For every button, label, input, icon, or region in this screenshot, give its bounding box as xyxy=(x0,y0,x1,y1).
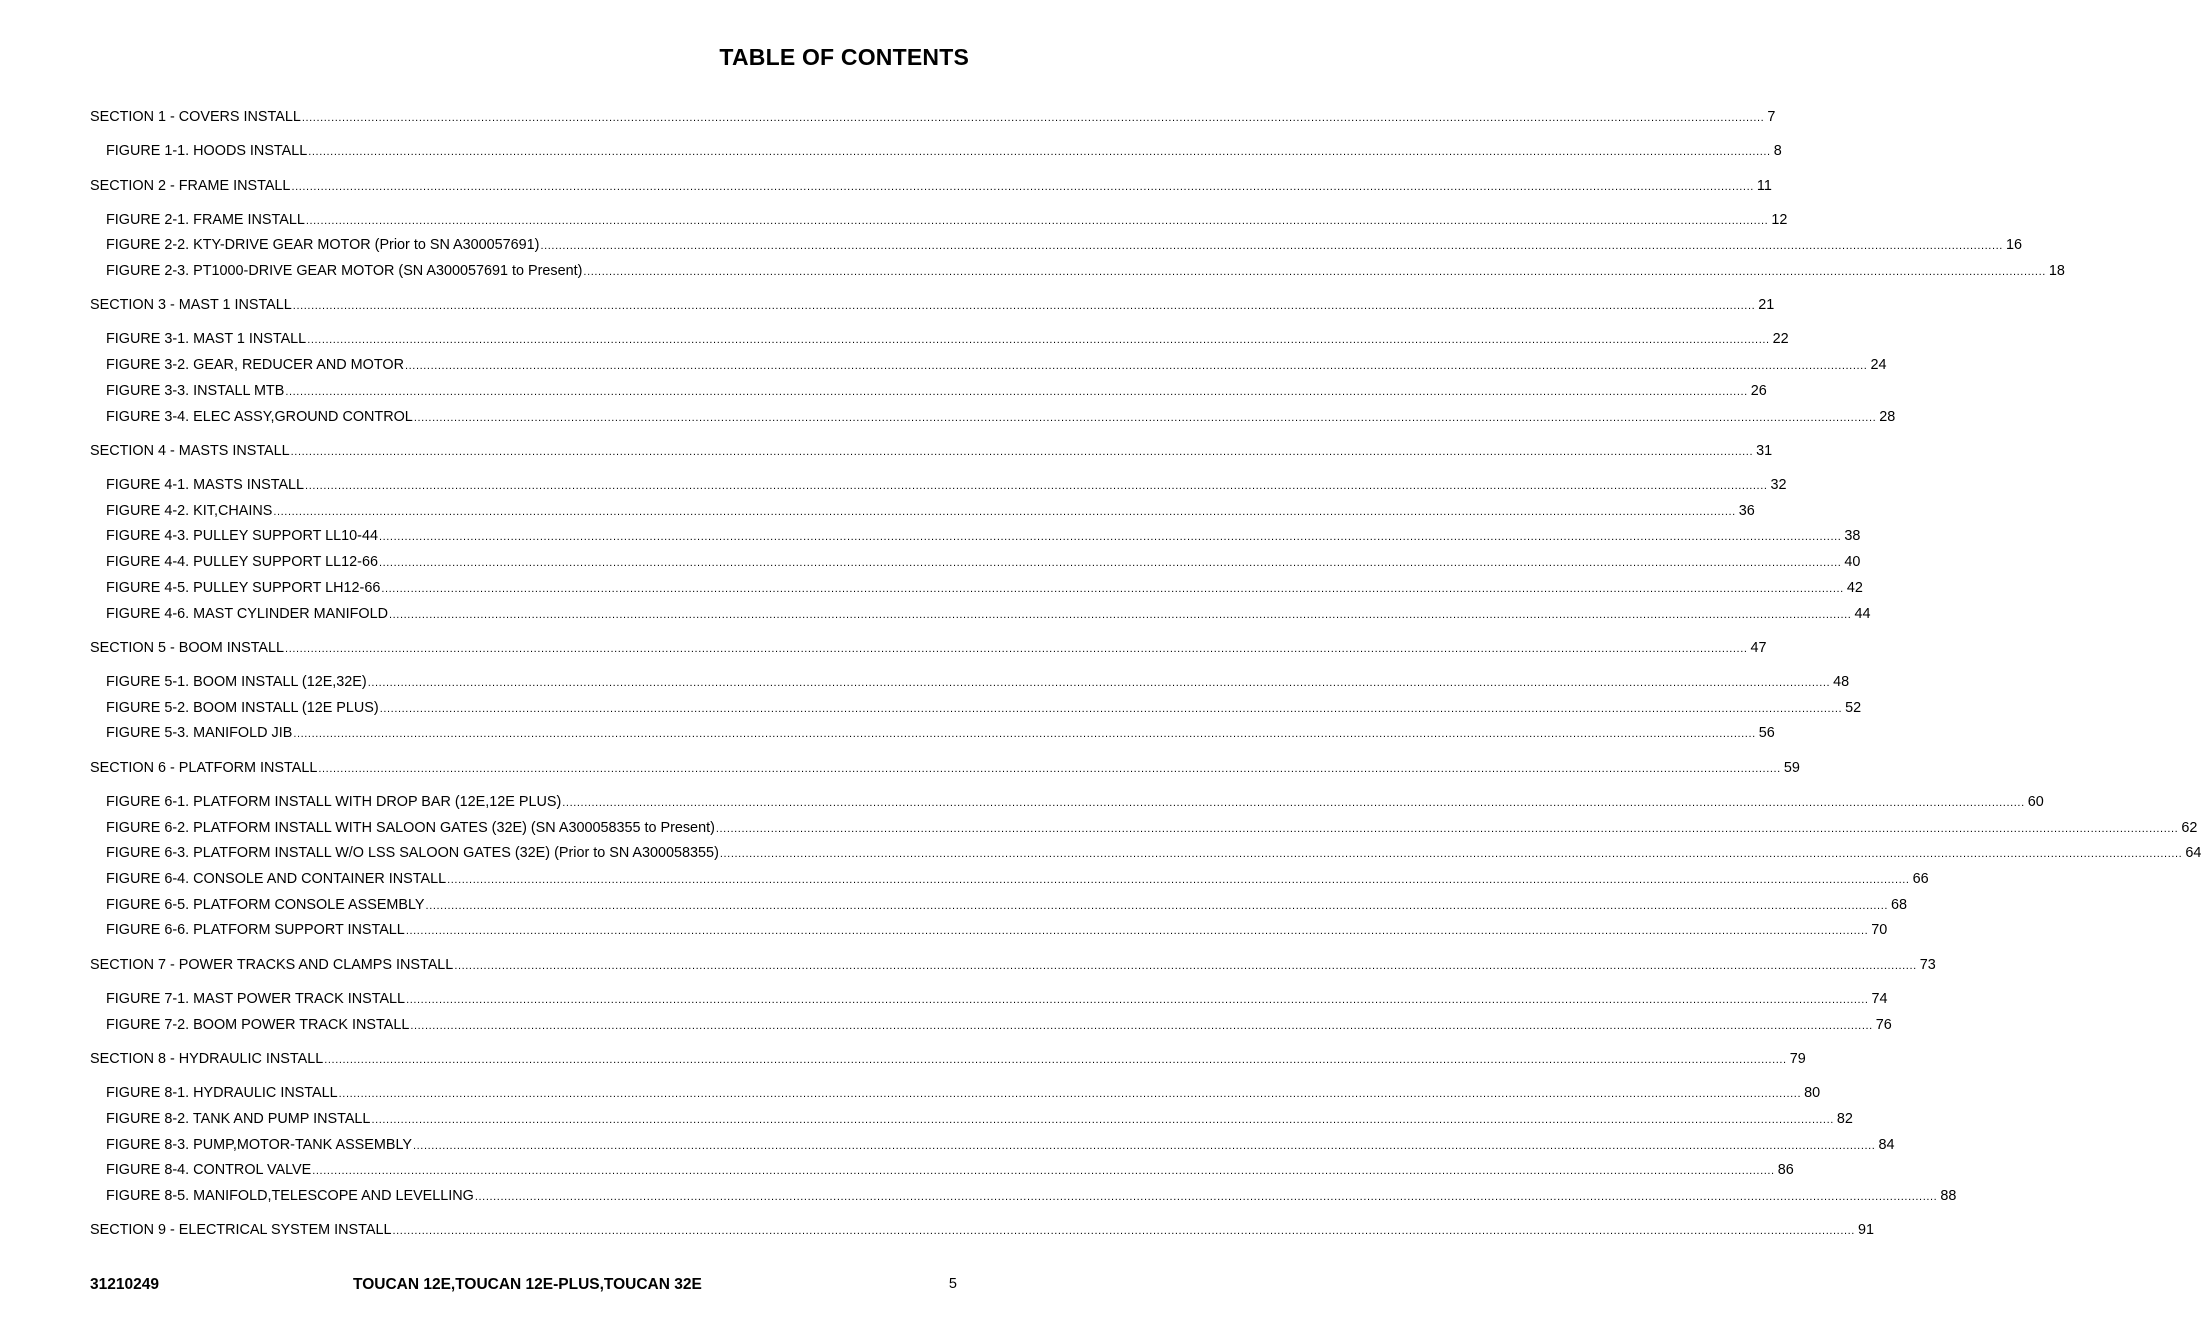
toc-entry-label: FIGURE 5-2. BOOM INSTALL (12E PLUS) xyxy=(106,699,379,716)
toc-dot-leader: ................................................................................................................................................................................................................................................................................................................................................................................................................ xyxy=(290,446,1754,458)
toc-dot-leader: ................................................................................................................................................................................................................................................................................................................................................................................................................ xyxy=(301,112,1765,124)
toc-section-entry[interactable] xyxy=(90,177,1772,195)
model-names: TOUCAN 12E,TOUCAN 12E-PLUS,TOUCAN 32E xyxy=(353,1276,702,1293)
toc-entry-page: 82 xyxy=(1836,1110,1853,1127)
toc-section-entry[interactable] xyxy=(90,442,1773,460)
toc-dot-leader: ................................................................................................................................................................................................................................................................................................................................................................................................................ xyxy=(318,762,1781,775)
toc-entry-label: FIGURE 3-1. MAST 1 INSTALL xyxy=(106,331,307,348)
toc-dot-leader: ................................................................................................................................................................................................................................................................................................................................................................................................................ xyxy=(425,899,1889,912)
toc-figure-entry[interactable] xyxy=(106,896,1908,914)
toc-dot-leader: ................................................................................................................................................................................................................................................................................................................................................................................................................ xyxy=(540,240,2003,253)
toc-dot-leader: ................................................................................................................................................................................................................................................................................................................................................................................................................ xyxy=(305,214,1769,227)
toc-figure-entry[interactable] xyxy=(106,382,1767,400)
toc-dot-leader: ................................................................................................................................................................................................................................................................................................................................................................................................................ xyxy=(583,265,2046,278)
toc-figure-entry[interactable] xyxy=(106,673,1850,691)
toc-entry-label: FIGURE 6-6. PLATFORM SUPPORT INSTALL xyxy=(106,922,405,939)
toc-dot-leader: ................................................................................................................................................................................................................................................................................................................................................................................................................ xyxy=(562,796,2025,809)
page-title: TABLE OF CONTENTS xyxy=(719,44,969,70)
toc-entry-page: 66 xyxy=(1912,871,1929,887)
toc-entry-label: SECTION 7 - POWER TRACKS AND CLAMPS INSTALL xyxy=(90,956,454,973)
toc-figure-entry[interactable] xyxy=(106,1084,1821,1102)
toc-dot-leader: ................................................................................................................................................................................................................................................................................................................................................................................................................ xyxy=(413,1139,1876,1152)
toc-section-entry[interactable] xyxy=(90,1221,1874,1239)
toc-entry-label: SECTION 1 - COVERS INSTALL xyxy=(90,109,301,125)
toc-figure-entry[interactable] xyxy=(106,1016,1892,1034)
toc-entry-page: 42 xyxy=(1846,579,1863,596)
toc-figure-entry[interactable] xyxy=(106,408,1896,426)
page-footer xyxy=(90,1276,970,1296)
toc-entry-label: FIGURE 2-1. FRAME INSTALL xyxy=(106,211,305,228)
toc-entry-page: 24 xyxy=(1870,357,1887,374)
toc-dot-leader: ................................................................................................................................................................................................................................................................................................................................................................................................................ xyxy=(273,505,1736,518)
toc-entry-label: FIGURE 4-4. PULLEY SUPPORT LL12-66 xyxy=(106,554,378,571)
toc-dot-leader: ................................................................................................................................................................................................................................................................................................................................................................................................................ xyxy=(378,557,1842,570)
toc-figure-entry[interactable] xyxy=(106,262,2065,280)
toc-dot-leader: ................................................................................................................................................................................................................................................................................................................................................................................................................ xyxy=(405,925,1869,938)
toc-entry-page: 62 xyxy=(2181,819,2198,836)
toc-dot-leader: ................................................................................................................................................................................................................................................................................................................................................................................................................ xyxy=(338,1088,1802,1101)
toc-entry-page: 8 xyxy=(1773,143,1782,159)
toc-dot-leader: ................................................................................................................................................................................................................................................................................................................................................................................................................ xyxy=(285,643,1748,655)
toc-entry-page: 32 xyxy=(1770,477,1787,493)
toc-figure-entry[interactable] xyxy=(106,527,1861,545)
toc-entry-page: 36 xyxy=(1738,502,1755,519)
toc-entry-page: 59 xyxy=(1783,759,1800,776)
toc-dot-leader: ................................................................................................................................................................................................................................................................................................................................................................................................................ xyxy=(293,728,1756,741)
toc-figure-entry[interactable] xyxy=(106,819,2198,837)
toc-entry-label: FIGURE 2-3. PT1000-DRIVE GEAR MOTOR (SN A300057691 to Present) xyxy=(106,262,583,279)
toc-entry-page: 22 xyxy=(1772,331,1789,348)
toc-figure-entry[interactable] xyxy=(106,211,1788,229)
page-number: 5 xyxy=(948,1276,957,1292)
toc-entry-label: SECTION 3 - MAST 1 INSTALL xyxy=(90,297,292,314)
toc-entry-page: 31 xyxy=(1756,443,1773,459)
toc-section-entry[interactable] xyxy=(90,108,1776,126)
toc-entry-label: FIGURE 6-4. CONSOLE AND CONTAINER INSTALL xyxy=(106,871,447,887)
toc-entry-label: FIGURE 2-2. KTY-DRIVE GEAR MOTOR (Prior to SN A300057691) xyxy=(106,237,540,254)
toc-entry-label: FIGURE 5-1. BOOM INSTALL (12E,32E) xyxy=(106,674,367,690)
toc-figure-entry[interactable] xyxy=(106,476,1787,494)
toc-entry-page: 64 xyxy=(2185,845,2201,862)
toc-entry-page: 26 xyxy=(1750,382,1767,399)
toc-dot-leader: ................................................................................................................................................................................................................................................................................................................................................................................................................ xyxy=(381,582,1844,595)
toc-entry-label: FIGURE 5-3. MANIFOLD JIB xyxy=(106,725,293,742)
toc-dot-leader: ................................................................................................................................................................................................................................................................................................................................................................................................................ xyxy=(308,146,1771,158)
toc-entry-label: FIGURE 6-3. PLATFORM INSTALL W/O LSS SALOON GATES (32E) (Prior to SN A300058355) xyxy=(106,845,719,862)
toc-entry-page: 60 xyxy=(2027,793,2044,810)
toc-entry-label: FIGURE 1-1. HOODS INSTALL xyxy=(106,143,308,159)
toc-entry-page: 18 xyxy=(2048,262,2065,279)
toc-figure-entry[interactable] xyxy=(106,1187,1957,1205)
toc-dot-leader: ................................................................................................................................................................................................................................................................................................................................................................................................................ xyxy=(454,959,1917,972)
toc-figure-entry[interactable] xyxy=(106,990,1888,1008)
toc-dot-leader: ................................................................................................................................................................................................................................................................................................................................................................................................................ xyxy=(367,677,1831,689)
toc-dot-leader: ................................................................................................................................................................................................................................................................................................................................................................................................................ xyxy=(413,411,1877,424)
toc-dot-leader: ................................................................................................................................................................................................................................................................................................................................................................................................................ xyxy=(371,1113,1834,1126)
toc-dot-leader: ................................................................................................................................................................................................................................................................................................................................................................................................................ xyxy=(379,702,1843,715)
toc-entry-page: 84 xyxy=(1878,1136,1895,1153)
toc-entry-page: 52 xyxy=(1845,699,1862,716)
toc-entry-page: 7 xyxy=(1767,109,1776,125)
toc-entry-page: 80 xyxy=(1804,1085,1821,1102)
toc-entry-label: FIGURE 6-1. PLATFORM INSTALL WITH DROP BAR (12E,12E PLUS) xyxy=(106,793,562,810)
toc-entry-page: 48 xyxy=(1833,674,1850,690)
toc-entry-label: FIGURE 7-2. BOOM POWER TRACK INSTALL xyxy=(106,1016,410,1033)
toc-figure-entry[interactable] xyxy=(106,605,1871,623)
toc-entry-label: FIGURE 8-3. PUMP,MOTOR-TANK ASSEMBLY xyxy=(106,1136,412,1153)
toc-entry-label: FIGURE 8-5. MANIFOLD,TELESCOPE AND LEVELLING xyxy=(106,1187,474,1204)
toc-entry-label: FIGURE 7-1. MAST POWER TRACK INSTALL xyxy=(106,990,406,1007)
toc-entry-label: SECTION 8 - HYDRAULIC INSTALL xyxy=(90,1051,324,1068)
toc-dot-leader: ................................................................................................................................................................................................................................................................................................................................................................................................................ xyxy=(324,1054,1787,1067)
toc-figure-entry[interactable] xyxy=(106,793,2044,811)
toc-entry-label: FIGURE 8-1. HYDRAULIC INSTALL xyxy=(106,1085,338,1102)
toc-entry-label: SECTION 4 - MASTS INSTALL xyxy=(90,443,290,459)
toc-figure-entry[interactable] xyxy=(106,724,1775,742)
toc-entry-label: SECTION 5 - BOOM INSTALL xyxy=(90,640,285,656)
toc-dot-leader: ................................................................................................................................................................................................................................................................................................................................................................................................................ xyxy=(378,531,1842,544)
toc-entry-page: 73 xyxy=(1919,956,1936,973)
toc-dot-leader: ................................................................................................................................................................................................................................................................................................................................................................................................................ xyxy=(447,874,1910,886)
toc-entry-page: 88 xyxy=(1940,1187,1957,1204)
toc-section-entry[interactable] xyxy=(90,639,1767,657)
toc-entry-page: 79 xyxy=(1789,1051,1806,1068)
toc-figure-entry[interactable] xyxy=(106,1161,1794,1179)
toc-figure-entry[interactable] xyxy=(106,356,1887,374)
toc-entry-label: FIGURE 3-3. INSTALL MTB xyxy=(106,382,285,399)
toc-figure-entry[interactable] xyxy=(106,579,1863,597)
toc-entry-page: 76 xyxy=(1875,1016,1892,1033)
toc-dot-leader: ................................................................................................................................................................................................................................................................................................................................................................................................................ xyxy=(392,1225,1855,1238)
toc-figure-entry[interactable] xyxy=(106,502,1755,520)
toc-figure-entry[interactable] xyxy=(106,1136,1895,1154)
toc-entry-page: 11 xyxy=(1756,177,1772,194)
toc-dot-leader: ................................................................................................................................................................................................................................................................................................................................................................................................................ xyxy=(719,848,2183,861)
toc-entry-page: 56 xyxy=(1758,725,1775,742)
toc-entry-label: SECTION 2 - FRAME INSTALL xyxy=(90,177,291,194)
toc-figure-entry[interactable] xyxy=(106,553,1861,571)
toc-entry-page: 21 xyxy=(1758,297,1775,314)
toc-dot-leader: ................................................................................................................................................................................................................................................................................................................................................................................................................ xyxy=(389,608,1852,621)
toc-entry-label: FIGURE 4-5. PULLEY SUPPORT LH12-66 xyxy=(106,579,381,596)
toc-entry-label: FIGURE 3-4. ELEC ASSY,GROUND CONTROL xyxy=(106,408,413,425)
toc-dot-leader: ................................................................................................................................................................................................................................................................................................................................................................................................................ xyxy=(307,334,1770,347)
toc-entry-label: FIGURE 6-2. PLATFORM INSTALL WITH SALOON GATES (32E) (SN A300058355 to Present) xyxy=(106,819,715,836)
toc-figure-entry[interactable] xyxy=(106,699,1862,717)
toc-entry-label: FIGURE 6-5. PLATFORM CONSOLE ASSEMBLY xyxy=(106,896,425,913)
toc-entry-page: 47 xyxy=(1750,640,1767,656)
toc-entry-page: 40 xyxy=(1844,554,1861,571)
toc-entry-label: FIGURE 4-2. KIT,CHAINS xyxy=(106,502,273,519)
toc-dot-leader: ................................................................................................................................................................................................................................................................................................................................................................................................................ xyxy=(410,1019,1873,1032)
toc-figure-entry[interactable] xyxy=(106,142,1782,160)
toc-entry-label: SECTION 9 - ELECTRICAL SYSTEM INSTALL xyxy=(90,1222,392,1239)
toc-dot-leader: ................................................................................................................................................................................................................................................................................................................................................................................................................ xyxy=(406,993,1869,1006)
toc-figure-entry[interactable] xyxy=(106,330,1789,348)
toc-entry-page: 12 xyxy=(1771,211,1788,228)
toc-dot-leader: ................................................................................................................................................................................................................................................................................................................................................................................................................ xyxy=(305,480,1768,492)
toc-dot-leader: ................................................................................................................................................................................................................................................................................................................................................................................................................ xyxy=(312,1165,1775,1178)
toc-entry-label: FIGURE 3-2. GEAR, REDUCER AND MOTOR xyxy=(106,357,404,374)
toc-section-entry[interactable] xyxy=(90,296,1775,314)
toc-figure-entry[interactable] xyxy=(106,844,2201,862)
toc-dot-leader: ................................................................................................................................................................................................................................................................................................................................................................................................................ xyxy=(715,822,2179,835)
toc-entry-label: FIGURE 8-2. TANK AND PUMP INSTALL xyxy=(106,1110,371,1127)
toc-dot-leader: ................................................................................................................................................................................................................................................................................................................................................................................................................ xyxy=(292,300,1756,313)
toc-entry-page: 74 xyxy=(1871,990,1888,1007)
toc-entry-page: 91 xyxy=(1857,1222,1874,1239)
toc-entry-page: 44 xyxy=(1854,605,1871,622)
toc-entry-label: FIGURE 4-6. MAST CYLINDER MANIFOLD xyxy=(106,605,388,622)
toc-section-entry[interactable] xyxy=(90,1050,1806,1068)
toc-entry-label: FIGURE 4-1. MASTS INSTALL xyxy=(106,477,305,493)
toc-dot-leader: ................................................................................................................................................................................................................................................................................................................................................................................................................ xyxy=(285,385,1748,398)
document-number: 31210249 xyxy=(90,1276,159,1293)
toc-dot-leader: ................................................................................................................................................................................................................................................................................................................................................................................................................ xyxy=(474,1190,1938,1203)
toc-entry-page: 70 xyxy=(1871,922,1888,939)
toc-section-entry[interactable] xyxy=(90,956,1936,974)
toc-dot-leader: ................................................................................................................................................................................................................................................................................................................................................................................................................ xyxy=(404,360,1868,373)
toc-entry-page: 86 xyxy=(1777,1162,1794,1179)
toc-entry-page: 38 xyxy=(1844,528,1861,545)
toc-figure-entry[interactable] xyxy=(106,921,1888,939)
toc-entry-page: 68 xyxy=(1891,896,1908,913)
toc-entry-page: 16 xyxy=(2005,237,2022,254)
toc-section-entry[interactable] xyxy=(90,759,1800,777)
toc-dot-leader: ................................................................................................................................................................................................................................................................................................................................................................................................................ xyxy=(291,180,1754,193)
toc-entry-label: FIGURE 8-4. CONTROL VALVE xyxy=(106,1162,312,1179)
toc-entry-label: SECTION 6 - PLATFORM INSTALL xyxy=(90,759,318,776)
toc-entry-page: 28 xyxy=(1879,408,1896,425)
toc-figure-entry[interactable] xyxy=(106,236,2022,254)
toc-figure-entry[interactable] xyxy=(106,1110,1853,1128)
toc-figure-entry[interactable] xyxy=(106,870,1929,888)
toc-entry-label: FIGURE 4-3. PULLEY SUPPORT LL10-44 xyxy=(106,528,378,545)
